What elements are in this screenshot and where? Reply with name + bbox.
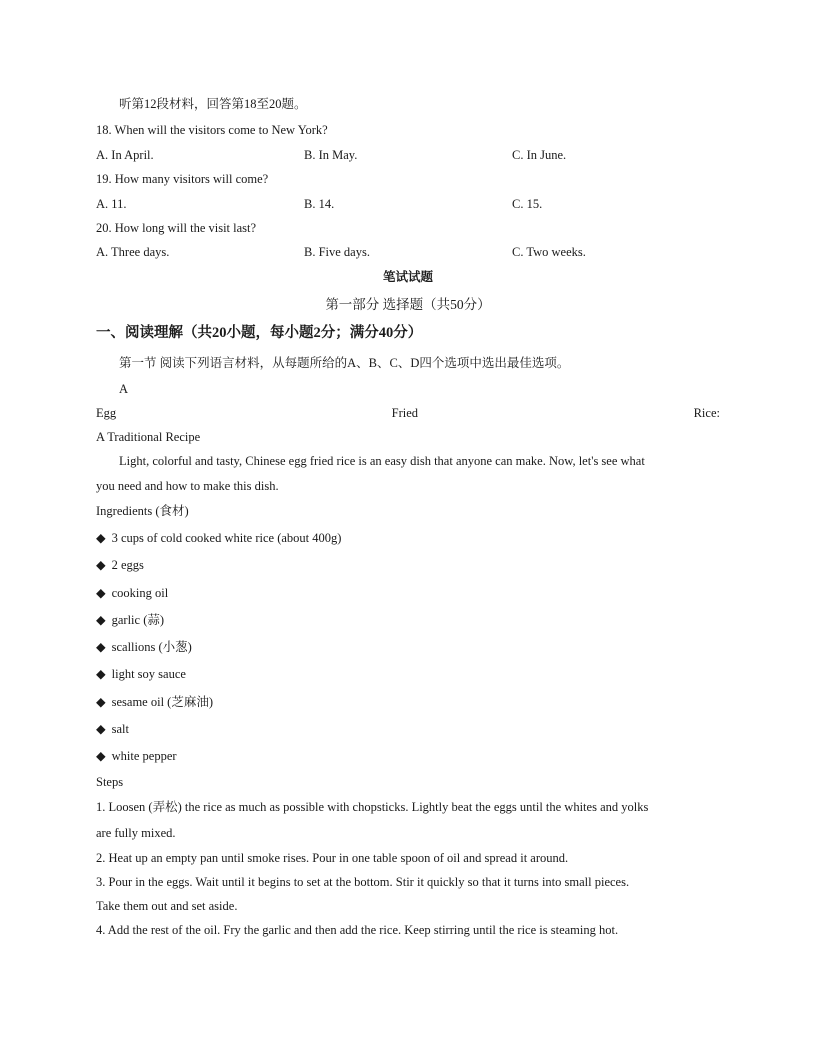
list-item	[96, 666, 720, 682]
section-instruction: 第一节 阅读下列语言材料，从每题所给的A、B、C、D四个选项中选出最佳选项。	[119, 356, 570, 370]
passage-intro-line: Light, colorful and tasty, Chinese egg fried rice is an easy dish that anyone can make. Now, let's see what	[119, 454, 645, 468]
passage-title	[96, 405, 720, 421]
question-18: 18. When will the visitors come to New York?	[96, 123, 328, 137]
diamond-bullet-icon: ◆	[96, 667, 106, 681]
ingredient-text: white pepper	[111, 749, 177, 763]
option-c: C. In June.	[512, 148, 567, 162]
question-19: 19. How many visitors will come?	[96, 172, 269, 186]
option-b: B. 14.	[304, 197, 335, 211]
ingredient-text: salt	[111, 722, 129, 736]
list-item	[96, 530, 720, 546]
title-word: Egg	[96, 406, 117, 420]
ingredient-text: 3 cups of cold cooked white rice (about 400g)	[111, 531, 342, 545]
step-line: 2. Heat up an empty pan until smoke rises. Pour in one table spoon of oil and spread it around.	[96, 851, 569, 865]
question-20-options	[96, 244, 720, 260]
written-title: 笔试试题	[382, 270, 433, 284]
list-item	[96, 612, 720, 628]
list-item	[96, 639, 720, 655]
step-line: are fully mixed.	[96, 826, 176, 840]
list-item	[96, 585, 720, 601]
passage-subtitle: A Traditional Recipe	[96, 430, 201, 444]
diamond-bullet-icon: ◆	[96, 640, 106, 654]
ingredient-text: scallions (小葱)	[111, 640, 192, 654]
passage-intro-line: you need and how to make this dish.	[96, 479, 279, 493]
question-20: 20. How long will the visit last?	[96, 221, 257, 235]
diamond-bullet-icon: ◆	[96, 749, 106, 763]
ingredient-text: 2 eggs	[111, 558, 144, 572]
passage-label: A	[119, 382, 129, 396]
diamond-bullet-icon: ◆	[96, 586, 106, 600]
list-item	[96, 557, 720, 573]
list-item	[96, 748, 720, 764]
option-a: A. In April.	[96, 148, 154, 162]
diamond-bullet-icon: ◆	[96, 558, 106, 572]
ingredient-text: light soy sauce	[111, 667, 186, 681]
question-19-options	[96, 196, 720, 212]
diamond-bullet-icon: ◆	[96, 531, 106, 545]
listening-intro: 听第12段材料，回答第18至20题。	[119, 97, 307, 111]
ingredient-text: cooking oil	[111, 586, 169, 600]
section-heading: 一、阅读理解（共20小题，每小题2分；满分40分）	[96, 325, 423, 341]
option-a: A. 11.	[96, 197, 127, 211]
list-item	[96, 694, 720, 710]
steps-heading: Steps	[96, 775, 124, 789]
option-b: B. Five days.	[304, 245, 370, 259]
title-word: Rice:	[693, 406, 720, 420]
option-a: A. Three days.	[96, 245, 170, 259]
ingredient-text: garlic (蒜)	[111, 613, 165, 627]
title-word: Fried	[391, 406, 419, 420]
step-line: 3. Pour in the eggs. Wait until it begins to set at the bottom. Stir it quickly so that it turns into small pieces.	[96, 875, 630, 889]
option-b: B. In May.	[304, 148, 358, 162]
question-18-options	[96, 147, 720, 163]
step-line: 1. Loosen (弄松) the rice as much as possible with chopsticks. Lightly beat the eggs until the whites and yolks	[96, 800, 649, 814]
diamond-bullet-icon: ◆	[96, 722, 106, 736]
ingredient-text: sesame oil (芝麻油)	[111, 695, 213, 709]
list-item	[96, 721, 720, 737]
part-title: 第一部分 选择题（共50分）	[325, 297, 491, 312]
diamond-bullet-icon: ◆	[96, 613, 106, 627]
option-c: C. Two weeks.	[512, 245, 586, 259]
step-line: Take them out and set aside.	[96, 899, 238, 913]
step-line: 4. Add the rest of the oil. Fry the garlic and then add the rice. Keep stirring until the rice is steaming hot.	[96, 923, 619, 937]
option-c: C. 15.	[512, 197, 543, 211]
ingredients-heading: Ingredients (食材)	[96, 504, 189, 518]
diamond-bullet-icon: ◆	[96, 695, 106, 709]
